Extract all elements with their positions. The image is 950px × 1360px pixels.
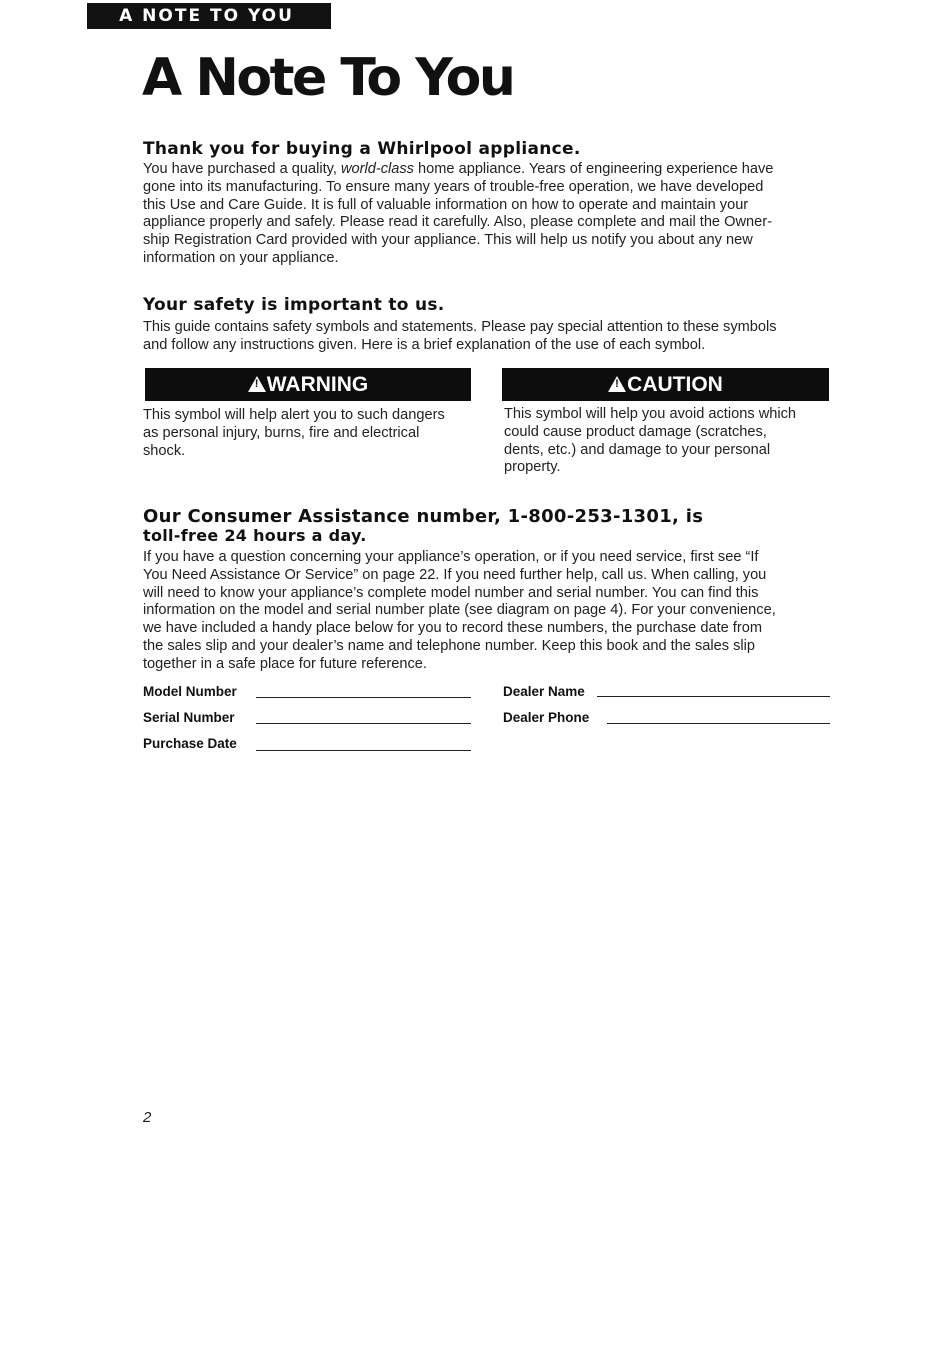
warning-label: WARNING <box>266 373 369 396</box>
thanks-heading: Thank you for buying a Whirlpool appliance. <box>143 139 581 159</box>
safety-line: This guide contains safety symbols and statements. Please pay special attention to these symbols <box>143 319 777 335</box>
dealer-phone-field[interactable] <box>607 723 830 724</box>
assistance-line: will need to know your appliance’s complete model number and serial number. You can find this <box>143 584 759 601</box>
thanks-line: ship Registration Card provided with your appliance. This will help us notify you about any new <box>143 232 753 249</box>
section-tab-notch <box>326 3 331 29</box>
thanks-line: information on your appliance. <box>143 249 339 266</box>
dealer-phone-label: Dealer Phone <box>503 710 590 725</box>
assistance-heading-line-2: toll-free 24 hours a day. <box>143 526 367 545</box>
thanks-line: gone into its manufacturing. To ensure many years of trouble-free operation, we have developed <box>143 178 764 195</box>
safety-paragraph <box>143 319 838 355</box>
thanks-line: appliance properly and safely. Please read it carefully. Also, please complete and mail the Owner- <box>143 214 772 231</box>
caution-line: could cause product damage (scratches, <box>504 423 767 440</box>
warning-line: shock. <box>143 442 186 459</box>
caution-label: CAUTION <box>627 373 723 396</box>
page-title: A Note To You <box>142 48 514 108</box>
dealer-name-field[interactable] <box>597 696 830 697</box>
safety-line: and follow any instructions given. Here is a brief explanation of the use of each symbol. <box>143 336 706 353</box>
page-number: 2 <box>143 1109 152 1126</box>
warning-line: as personal injury, burns, fire and electrical <box>143 424 420 441</box>
purchase-date-field[interactable] <box>256 750 471 751</box>
safety-heading: Your safety is important to us. <box>143 295 445 315</box>
assistance-line: You Need Assistance Or Service” on page 22. If you need further help, call us. When calling, you <box>143 566 767 583</box>
assistance-line: we have included a handy place below for you to record these numbers, the purchase date from <box>143 620 762 637</box>
purchase-date-label: Purchase Date <box>143 736 237 751</box>
caution-line: dents, etc.) and damage to your personal <box>504 441 771 458</box>
warning-banner <box>145 368 471 401</box>
model-number-label: Model Number <box>143 684 237 699</box>
caution-description <box>504 406 844 477</box>
thanks-line-1a: You have purchased a quality, <box>143 161 341 177</box>
assistance-line: together in a safe place for future reference. <box>143 655 427 672</box>
warning-line: This symbol will help alert you to such dangers <box>143 407 445 423</box>
thanks-line-1b: home appliance. Years of engineering experience have <box>413 161 774 177</box>
caution-banner <box>502 368 829 401</box>
caution-line: This symbol will help you avoid actions which <box>504 406 797 422</box>
thanks-paragraph <box>143 161 838 268</box>
caution-line: property. <box>504 459 561 476</box>
serial-number-field[interactable] <box>256 723 471 724</box>
dealer-name-label: Dealer Name <box>503 684 585 699</box>
thanks-line-1-emphasis: world-class <box>340 161 414 177</box>
section-tab: A NOTE TO YOU <box>87 3 326 29</box>
thanks-line-1 <box>143 161 838 179</box>
assistance-paragraph <box>143 549 838 674</box>
warning-triangle-icon <box>248 376 266 392</box>
thanks-line: this Use and Care Guide. It is full of valuable information on how to operate and maintain your <box>143 196 749 213</box>
assistance-line: the sales slip and your dealer’s name and telephone number. Keep this book and the sales slip <box>143 637 755 654</box>
warning-description <box>143 407 483 460</box>
model-number-field[interactable] <box>256 697 471 698</box>
assistance-line: If you have a question concerning your appliance’s operation, or if you need service, first see “If <box>143 549 759 565</box>
caution-triangle-icon <box>608 376 626 392</box>
serial-number-label: Serial Number <box>143 710 235 725</box>
assistance-line: information on the model and serial number plate (see diagram on page 4). For your convenience, <box>143 602 776 619</box>
assistance-heading-line-1: Our Consumer Assistance number, 1-800-253-1301, is <box>143 506 704 527</box>
